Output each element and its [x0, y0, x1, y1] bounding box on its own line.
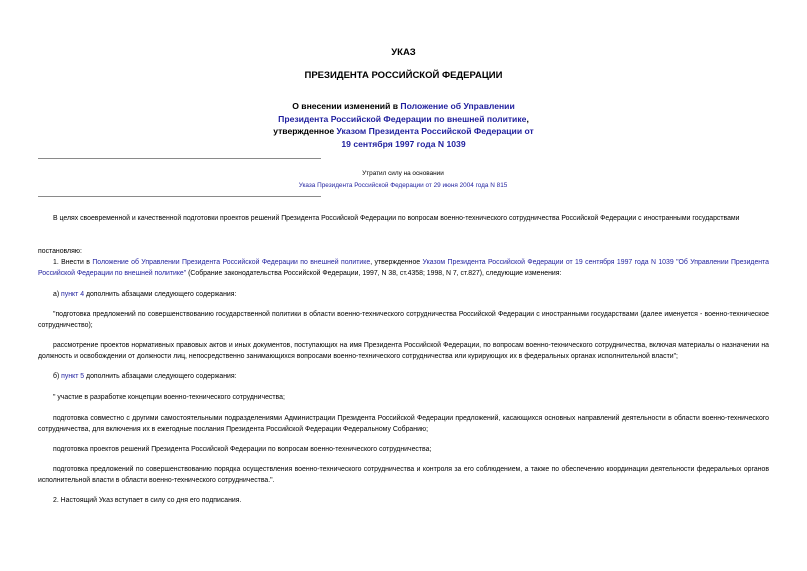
item-b-quote-4: подготовка предложений по совершенствованию порядка осуществления военно-технического сотрудничества и контроля за его соблюдением, а также по обеспечению координации деятельности федеральных органов исполнительной власти в области военно-технического сотрудничества.". — [38, 466, 769, 484]
regulation-link-body[interactable]: Положение об Управлении Президента Российской Федерации по внешней политике — [92, 259, 371, 266]
item-b-prefix: б) — [53, 373, 62, 380]
item-a-quote-1: "подготовка предложений по совершенствованию государственной политики в области военно-технического сотрудничества Российской Федерации с иностранными государствами (далее именуется - военно-техническое сотрудничество); — [38, 311, 769, 329]
source-decree-link[interactable]: Указом Президента Российской Федерации от 19 сентября 1997 года N 1039 — [336, 126, 534, 149]
issuer-heading: ПРЕЗИДЕНТА РОССИЙСКОЙ ФЕДЕРАЦИИ — [304, 70, 503, 81]
decree-subject — [270, 100, 537, 150]
divider-top — [38, 158, 321, 159]
item-a-rest: дополнить абзацами следующего содержания: — [84, 291, 237, 298]
item-1-paragraph — [38, 258, 769, 280]
repeal-basis-link[interactable]: Указа Президента Российской Федерации от 29 июня 2004 года N 815 — [298, 182, 508, 189]
subject-mid: , утвержденное — [273, 113, 529, 136]
clause-5-link[interactable]: пункт 5 — [61, 373, 85, 380]
decree-1039-link[interactable]: Указом Президента Российской Федерации от 19 сентября 1997 года N 1039 "Об Управлении Президента Российской Федерации по внешней политике" — [38, 259, 769, 277]
subject-prefix: О внесении изменений в — [292, 101, 401, 111]
lost-force-text: Утратил силу на основании — [362, 170, 444, 177]
item-1-start: 1. Внести в — [53, 259, 93, 266]
item-2-paragraph: 2. Настоящий Указ вступает в силу со дня его подписания. — [53, 497, 242, 504]
item-b-quote-2: подготовка совместно с другими самостоятельными подразделениями Администрации Президента Российской Федерации предложений, касающихся основных направлений деятельности в области военно-технического сотрудничества, для включения их в ежегодные послания Президента Российской Федерации Федеральному Собранию; — [38, 415, 769, 433]
intro-paragraph: В целях своевременной и качественной подготовки проектов решений Президента Российской Федерации по вопросам военно-технического сотрудничества Российской Федерации с иностранными государствами — [53, 215, 740, 222]
decree-heading: УКАЗ — [391, 47, 416, 58]
status-block — [238, 170, 568, 189]
item-1-mid: , утвержденное — [370, 259, 423, 266]
item-a-paragraph — [38, 290, 769, 301]
item-b-quote-1: " участие в разработке концепции военно-технического сотрудничества; — [53, 394, 285, 401]
item-a-quote-2: рассмотрение проектов нормативных правовых актов и иных документов, поступающих на имя Президента Российской Федерации, по вопросам военно-технического сотрудничества, включая материалы о назначении на должность и освобождении от должности лиц, непосредственно занимающихся вопросами военно-технического сотрудничества или курирующих их в федеральных органах исполнительной власти"; — [38, 342, 769, 360]
divider-bottom — [38, 196, 321, 197]
regulation-link[interactable]: Положение об Управлении Президента Российской Федерации по внешней политике — [278, 101, 527, 124]
item-b-paragraph — [38, 372, 769, 383]
item-1-end: (Собрание законодательства Российской Федерации, 1997, N 38, ст.4358; 1998, N 7, ст.827), следующие изменения: — [186, 269, 562, 277]
clause-4-link[interactable]: пункт 4 — [61, 291, 85, 298]
resolve-text: постановляю: — [38, 248, 82, 255]
item-b-quote-3: подготовка проектов решений Президента Российской Федерации по вопросам военно-технического сотрудничества; — [53, 446, 432, 453]
item-b-rest: дополнить абзацами следующего содержания: — [84, 373, 237, 380]
item-a-prefix: а) — [53, 291, 62, 298]
